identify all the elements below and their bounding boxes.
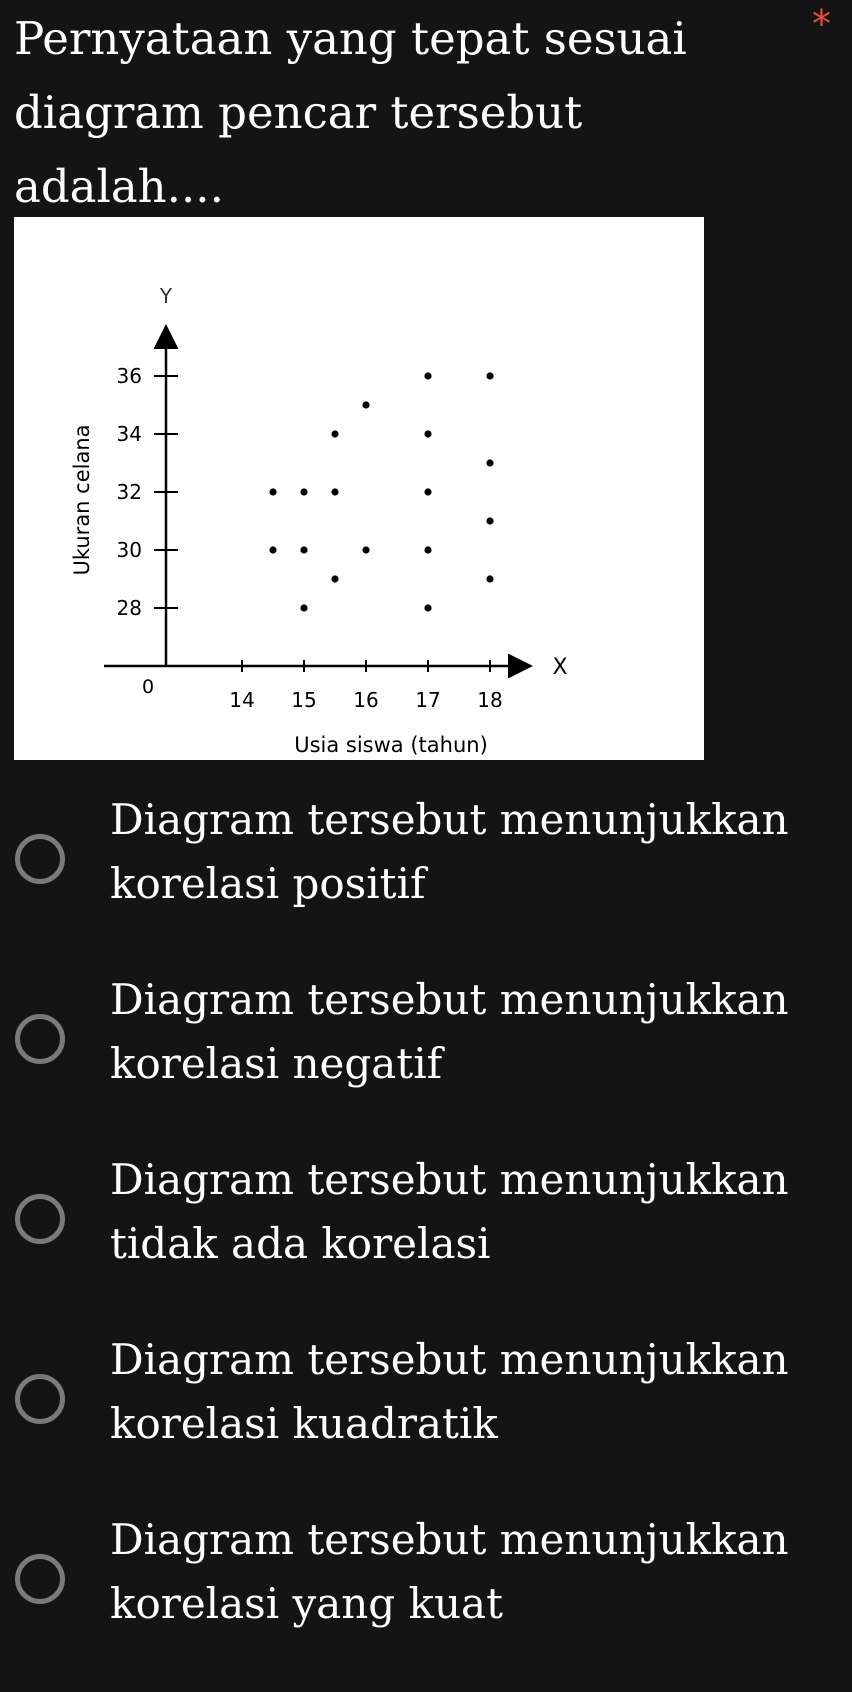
scatter-point bbox=[331, 488, 338, 495]
radio-button-icon[interactable] bbox=[15, 834, 65, 884]
option-label: Diagram tersebut menunjukkan korelasi negatif bbox=[110, 975, 789, 1088]
scatter-point bbox=[486, 459, 493, 466]
x-tick-label: 15 bbox=[291, 688, 317, 712]
y-tick-label: 30 bbox=[116, 538, 142, 562]
scatter-point bbox=[424, 372, 431, 379]
scatter-point bbox=[486, 517, 493, 524]
scatter-point bbox=[269, 546, 276, 553]
x-tick-label: 16 bbox=[353, 688, 379, 712]
scatter-point bbox=[424, 488, 431, 495]
option-label: Diagram tersebut menunjukkan korelasi yang kuat bbox=[110, 1515, 789, 1628]
scatter-point bbox=[300, 604, 307, 611]
y-axis-name: Y bbox=[159, 284, 173, 308]
x-tick-label: 14 bbox=[229, 688, 255, 712]
x-axis-name: X bbox=[552, 655, 568, 680]
option-4[interactable] bbox=[0, 1332, 852, 1512]
scatter-point bbox=[331, 575, 338, 582]
scatter-chart bbox=[14, 217, 704, 760]
scatter-point bbox=[424, 546, 431, 553]
required-asterisk: * bbox=[812, 2, 831, 46]
scatter-point bbox=[362, 546, 369, 553]
y-tick-label: 32 bbox=[116, 480, 142, 504]
radio-button-icon[interactable] bbox=[15, 1374, 65, 1424]
option-2[interactable] bbox=[0, 972, 852, 1152]
x-axis-label: Usia siswa (tahun) bbox=[294, 733, 488, 757]
option-1[interactable] bbox=[0, 792, 852, 972]
answer-options bbox=[0, 792, 852, 1692]
y-axis-label: Ukuran celana bbox=[70, 424, 94, 576]
y-tick-label: 34 bbox=[116, 422, 142, 446]
x-tick-label: 17 bbox=[415, 688, 441, 712]
origin-label: 0 bbox=[141, 676, 155, 698]
scatter-point bbox=[424, 430, 431, 437]
scatter-point bbox=[300, 546, 307, 553]
scatter-chart-image bbox=[14, 217, 704, 760]
option-5[interactable] bbox=[0, 1512, 852, 1692]
radio-button-icon[interactable] bbox=[15, 1554, 65, 1604]
y-tick-label: 36 bbox=[116, 364, 142, 388]
radio-button-icon[interactable] bbox=[15, 1194, 65, 1244]
option-label: Diagram tersebut menunjukkan tidak ada korelasi bbox=[110, 1155, 789, 1268]
scatter-point bbox=[300, 488, 307, 495]
scatter-point bbox=[269, 488, 276, 495]
y-tick-label: 28 bbox=[116, 596, 142, 620]
scatter-point bbox=[331, 430, 338, 437]
question-text: Pernyataan yang tepat sesuai diagram pencar tersebut adalah.... bbox=[14, 12, 687, 213]
x-tick-label: 18 bbox=[477, 688, 503, 712]
option-label: Diagram tersebut menunjukkan korelasi kuadratik bbox=[110, 1335, 789, 1448]
scatter-point bbox=[486, 372, 493, 379]
scatter-point bbox=[362, 401, 369, 408]
radio-button-icon[interactable] bbox=[15, 1014, 65, 1064]
scatter-point bbox=[424, 604, 431, 611]
scatter-point bbox=[486, 575, 493, 582]
option-label: Diagram tersebut menunjukkan korelasi positif bbox=[110, 795, 789, 908]
option-3[interactable] bbox=[0, 1152, 852, 1332]
